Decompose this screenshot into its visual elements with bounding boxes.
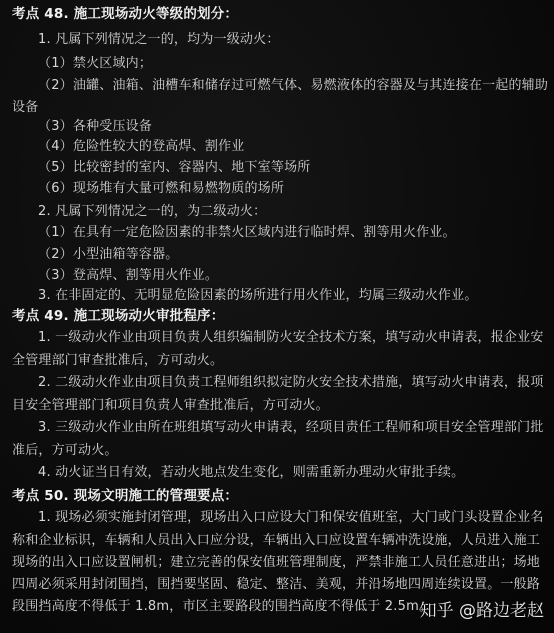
text-line: 2. 二级动火作业由项目负责工程师组织拟定防火安全技术措施，填写动火申请表，报项 [38,375,544,390]
text-line: 称和企业标识，车辆和人员出入口应分设，车辆出入口应设置车辆冲洗设施，人员进入施工 [12,533,541,548]
text-line: 目安全管理部门和项目负责人审查批准后，方可动火。 [12,398,329,413]
text-line: 全管理部门审查批准后，方可动火。 [12,353,224,368]
heading-kaodian-50: 考点 50. 现场文明施工的管理要点： [12,488,239,504]
text-line: 准后，方可动火。 [12,443,118,458]
text-line: （3）各种受压设备 [38,119,153,134]
text-line: 1. 一级动火作业由项目负责人组织编制防火安全技术方案，填写动火申请表，报企业安 [38,330,544,345]
heading-kaodian-48: 考点 48. 施工现场动火等级的划分： [12,6,239,22]
heading-kaodian-49: 考点 49. 施工现场动火审批程序： [12,308,225,324]
text-line: 1. 现场必须实施封闭管理，现场出入口应设大门和保安值班室，大门或门头设置企业名 [38,510,544,525]
text-line: 1. 凡属下列情况之一的，均为一级动火： [38,32,280,47]
text-line: （4）危险性较大的登高焊、割作业 [38,139,245,154]
text-line: （1）在具有一定危险因素的非禁火区域内进行临时焊、割等用火作业。 [38,225,456,240]
text-line: 设备 [12,100,39,115]
text-line: 四周必须采用封闭围挡，围挡要坚固、稳定、整洁、美观，并沿场地四周连续设置。一般路 [12,577,541,592]
text-line: （6）现场堆有大量可燃和易燃物质的场所 [38,181,285,196]
text-line: 2. 凡属下列情况之一的，为二级动火： [38,204,267,219]
text-line: 4. 动火证当日有效，若动火地点发生变化，则需重新办理动火审批手续。 [38,465,465,480]
text-line: 现场的出入口应设置闸机；建立完善的保安值班管理制度，严禁非施工人员任意进出；场地 [12,555,541,570]
text-line: （3）登高焊、割等用火作业。 [38,268,219,283]
text-line: 3. 三级动火作业由所在班组填写动火申请表，经项目责任工程师和项目安全管理部门批 [38,420,544,435]
text-line: （2）小型油箱等容器。 [38,247,179,262]
text-line: （5）比较密封的室内、容器内、地下室等场所 [38,160,311,175]
watermark: 知乎 @路边老赵 [419,601,544,621]
text-line: （2）油罐、油箱、油槽车和储存过可燃气体、易燃液体的容器及与其连接在一起的辅助 [38,78,549,93]
text-line: （1）禁火区域内； [38,56,153,71]
text-line: 3. 在非固定的、无明显危险因素的场所进行用火作业，均属三级动火作业。 [38,288,478,303]
text-line: 段围挡高度不得低于 1.8m，市区主要路段的围挡高度不得低于 2.5m。 [12,599,433,614]
